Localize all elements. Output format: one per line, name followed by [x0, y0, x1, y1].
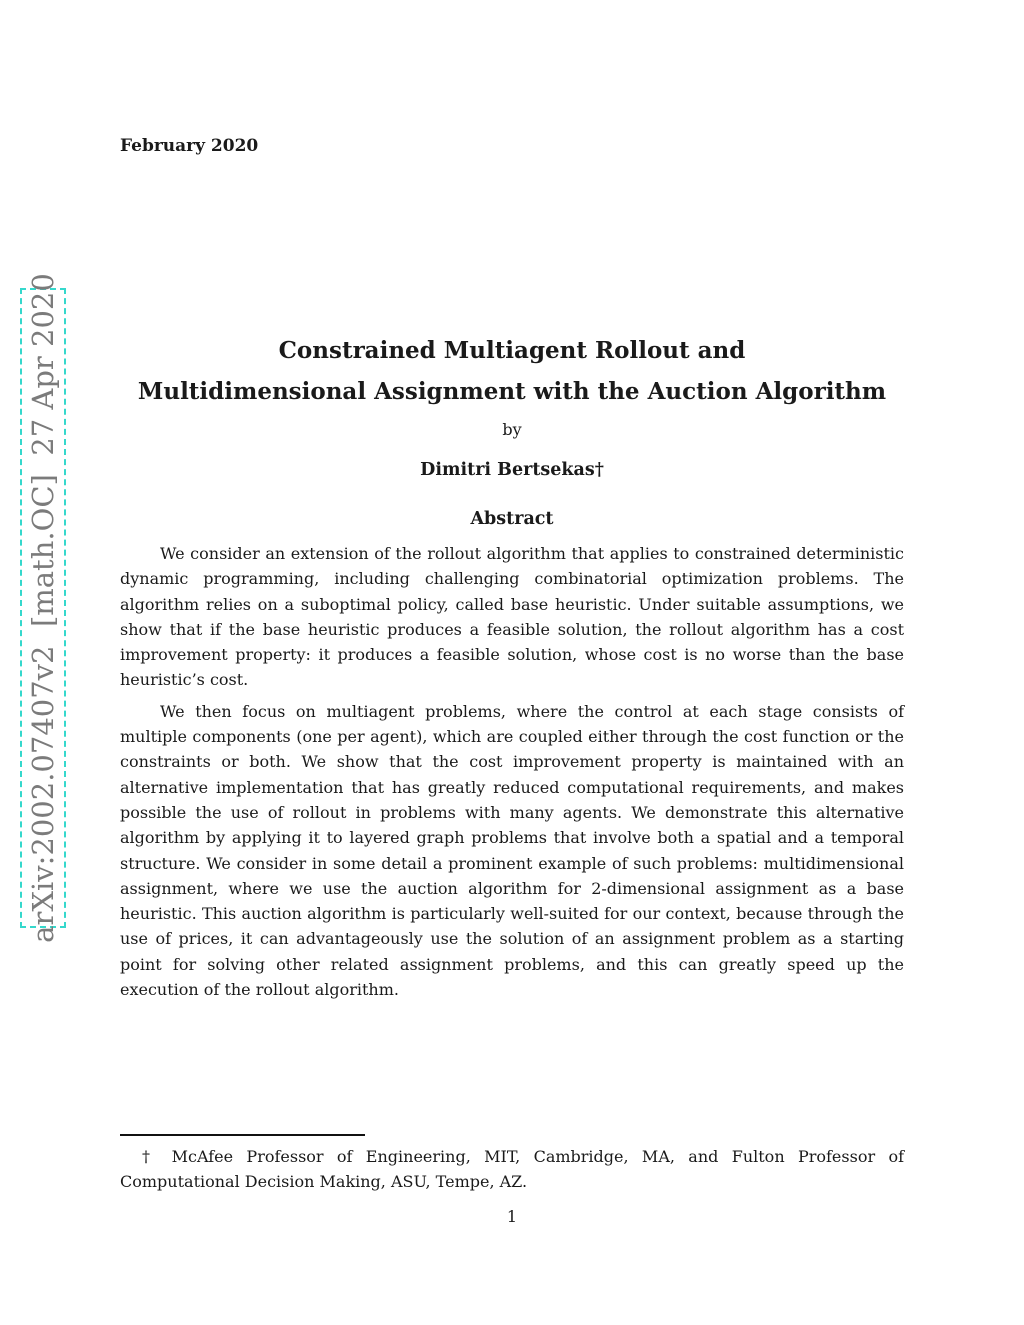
arxiv-watermark-box [20, 273, 66, 943]
abstract-heading: Abstract [470, 509, 554, 529]
author-name: Dimitri Bertsekas† [420, 460, 604, 480]
byline: by [502, 420, 522, 439]
abstract-paragraph-2: We then focus on multiagent problems, where the control at each stage consists of multiple components (one per agent), which are coupled either through the cost function or the constraints or both. We show that the cost improvement property is maintained with an alternative implementation that has greatly reduced computational requirements, and makes possible the use of rollout in problems with many agents. We demonstrate this alternative algorithm by applying it to layered graph problems that involve both a spatial and a temporal structure. We consider in some detail a prominent example of such problems: multidimensional assignment, where we use the auction algorithm for 2-dimensional assignment as a base heuristic. This auction algorithm is particularly well-suited for our context, because through the use of prices, it can advantageously use the solution of an assignment problem as a starting point for solving other related assignment problems, and this can greatly speed up the execution of the rollout algorithm. [120, 701, 904, 1000]
date-heading: February 2020 [120, 136, 259, 156]
arxiv-watermark-text: arXiv:2002.07407v2 [math.OC] 27 Apr 2020 [26, 273, 60, 943]
footnote-block [120, 1134, 904, 1194]
paper-title-line2: Multidimensional Assignment with the Auction Algorithm [137, 378, 887, 405]
abstract-paragraph-1: We consider an extension of the rollout algorithm that applies to constrained deterministic dynamic programming, including challenging combinatorial optimization problems. The algorithm relies on a suboptimal policy, called base heuristic. Under suitable assumptions, we show that if the base heuristic produces a feasible solution, the rollout algorithm has a cost improvement property: it produces a feasible solution, whose cost is no worse than the base heuristic’s cost. [120, 544, 904, 690]
paper-title [110, 330, 914, 412]
page-number: 1 [506, 1207, 518, 1226]
footnote-rule [120, 1134, 365, 1136]
footnote-text: † McAfee Professor of Engineering, MIT, Cambridge, MA, and Fulton Professor of Computational Decision Making, ASU, Tempe, AZ. [120, 1147, 904, 1191]
paper-title-line1: Constrained Multiagent Rollout and [278, 337, 746, 364]
abstract-body [120, 541, 904, 1008]
